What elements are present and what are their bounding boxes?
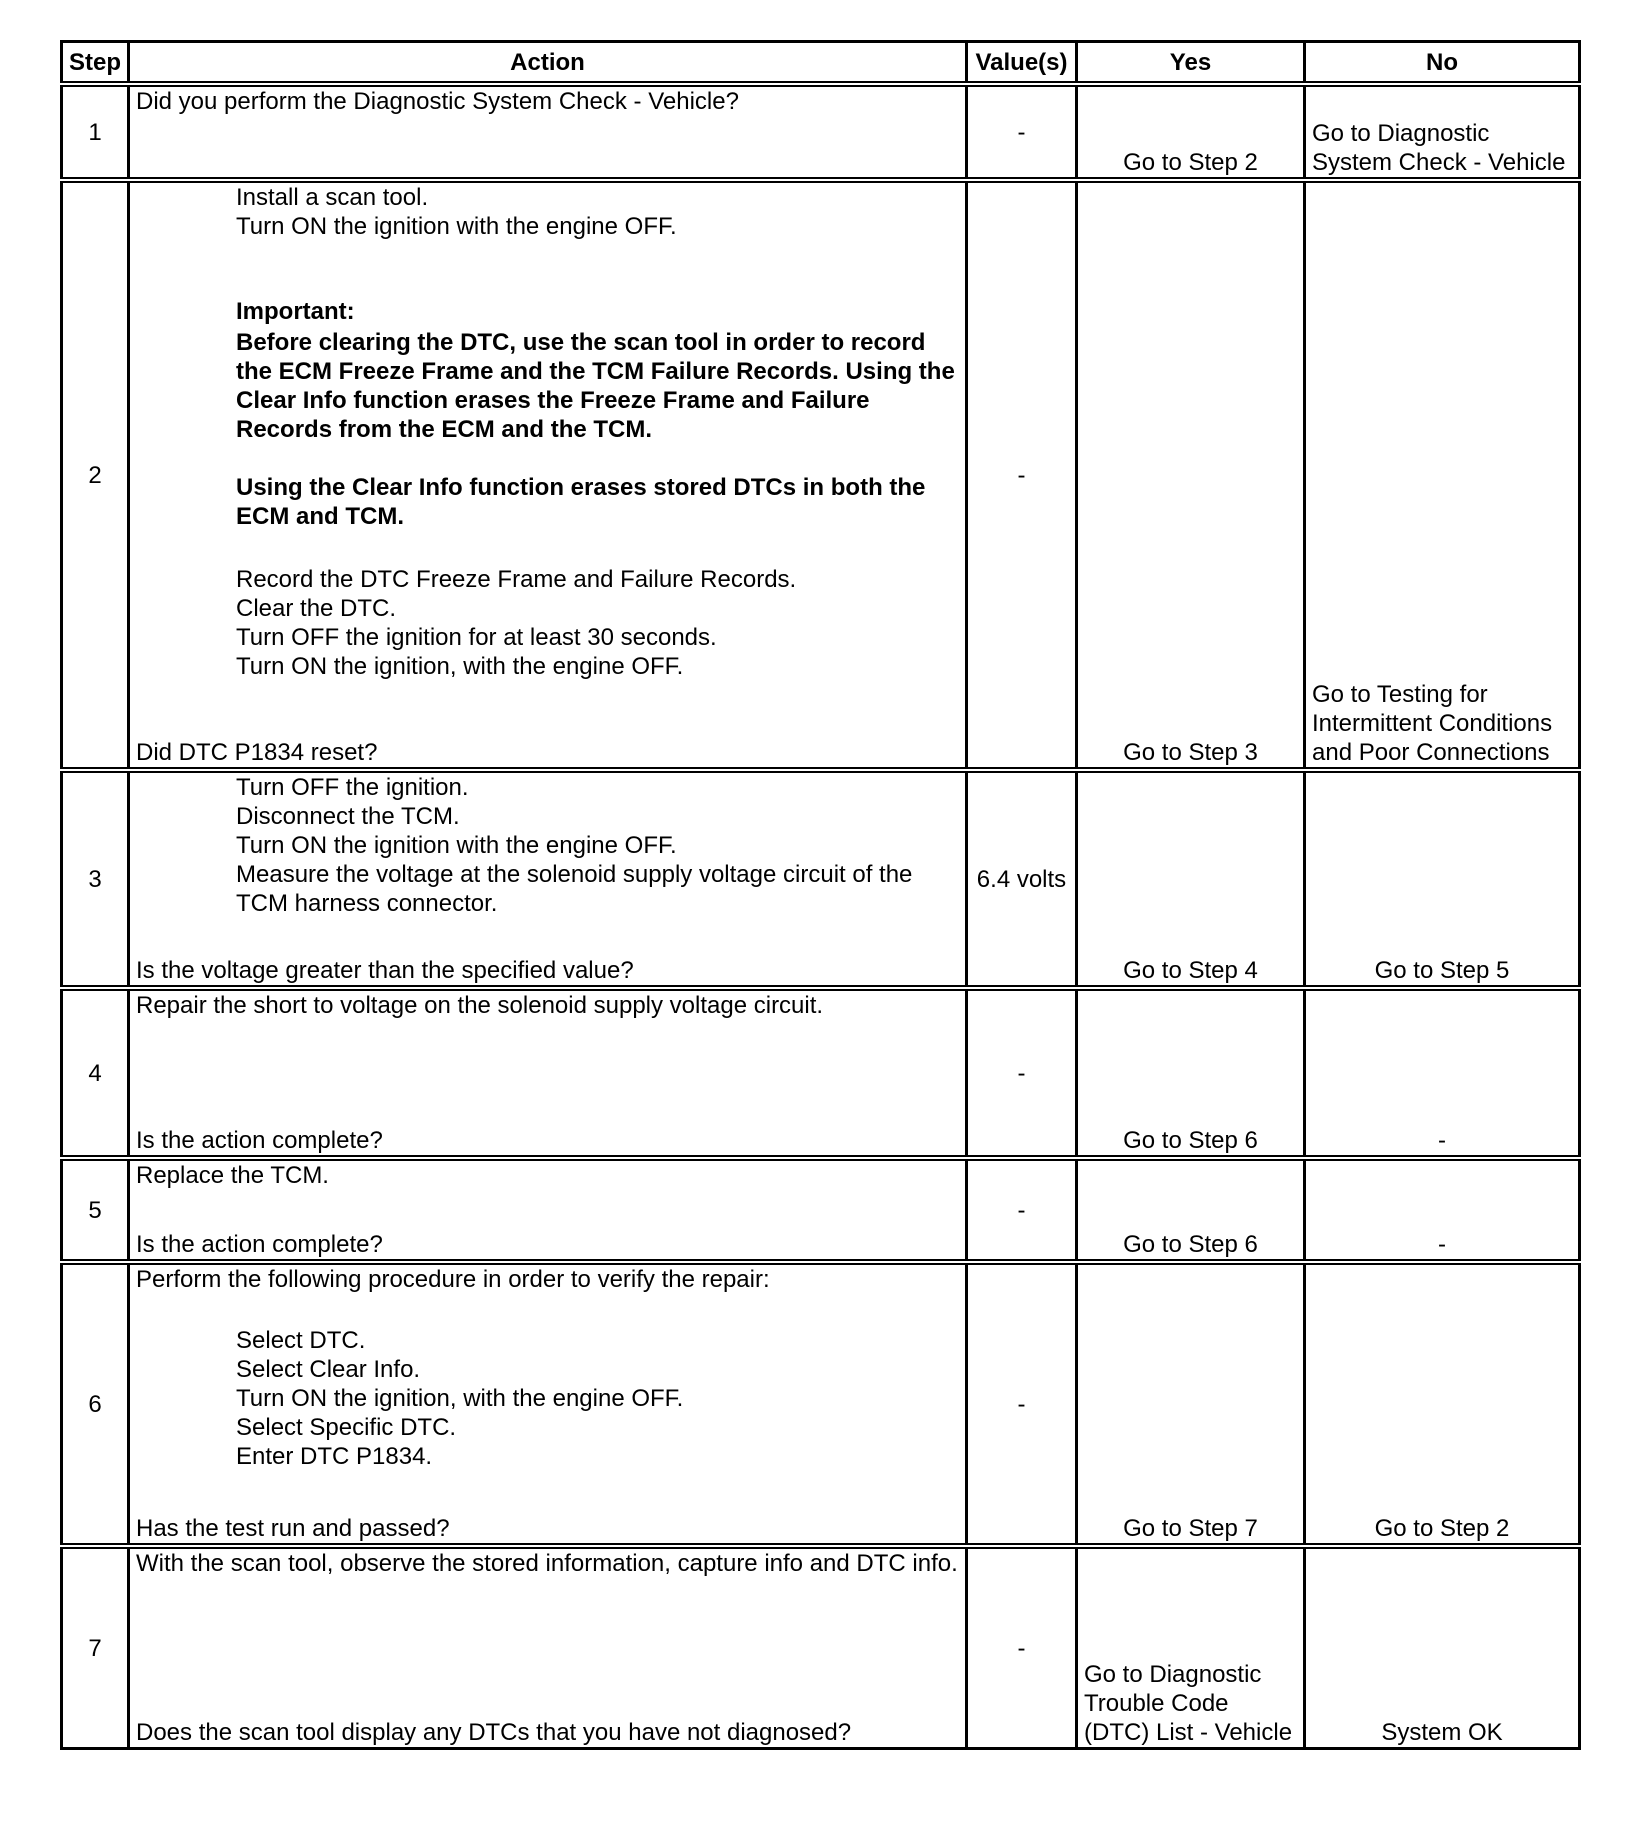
- action-step: Turn OFF the ignition for at least 30 seconds.: [236, 624, 717, 651]
- header-step: Step: [62, 42, 129, 85]
- action-step: Select DTC.: [236, 1327, 366, 1354]
- important-text: Using the Clear Info function erases stored DTCs in both the ECM and TCM.: [236, 474, 926, 530]
- important-text: Before clearing the DTC, use the scan tool in order to record the ECM Freeze Frame and the TCM Failure Records. Using the Clear Info function erases the Freeze Frame and Failure Records from the ECM and the TCM.: [236, 329, 955, 443]
- action-question: Has the test run and passed?: [136, 1515, 450, 1542]
- action-text: Perform the following procedure in order to verify the repair:: [136, 1266, 770, 1293]
- action-text: With the scan tool, observe the stored information, capture info and DTC info.: [136, 1550, 958, 1577]
- yes-cell: Go to Step 6: [1077, 1158, 1305, 1262]
- action-step: Measure the voltage at the solenoid supply voltage circuit of the TCM harness connector.: [236, 861, 913, 917]
- no-cell: Go to Step 5: [1305, 770, 1580, 988]
- header-values: Value(s): [967, 42, 1077, 85]
- value-cell: -: [967, 180, 1077, 770]
- action-step: Enter DTC P1834.: [236, 1443, 433, 1470]
- header-no: No: [1305, 42, 1580, 85]
- yes-cell: Go to Step 4: [1077, 770, 1305, 988]
- action-cell: [129, 1158, 967, 1262]
- yes-cell: Go to Step 2: [1077, 84, 1305, 180]
- header-row: [62, 42, 1580, 85]
- action-question: Did DTC P1834 reset?: [136, 739, 378, 766]
- action-step: Turn ON the ignition with the engine OFF.: [236, 213, 677, 240]
- action-step: Install a scan tool.: [236, 184, 429, 211]
- step-number: 4: [62, 988, 129, 1158]
- action-cell: [129, 1262, 967, 1546]
- action-cell: [129, 84, 967, 180]
- value-cell: -: [967, 84, 1077, 180]
- action-question: Does the scan tool display any DTCs that you have not diagnosed?: [136, 1719, 852, 1746]
- action-text: Replace the TCM.: [136, 1162, 329, 1189]
- action-step: Select Clear Info.: [236, 1356, 421, 1383]
- action-step: Turn ON the ignition with the engine OFF.: [236, 832, 677, 859]
- table-row: [62, 180, 1580, 770]
- yes-cell: Go to Diagnostic Trouble Code (DTC) List - Vehicle: [1077, 1546, 1305, 1749]
- step-number: 6: [62, 1262, 129, 1546]
- action-cell: [129, 770, 967, 988]
- no-cell: System OK: [1305, 1546, 1580, 1749]
- value-cell: -: [967, 1158, 1077, 1262]
- action-step: Disconnect the TCM.: [236, 803, 460, 830]
- header-yes: Yes: [1077, 42, 1305, 85]
- step-number: 2: [62, 180, 129, 770]
- action-step: Turn ON the ignition, with the engine OFF.: [236, 653, 684, 680]
- value-cell: 6.4 volts: [967, 770, 1077, 988]
- action-question: Is the voltage greater than the specified value?: [136, 957, 634, 984]
- action-step: Record the DTC Freeze Frame and Failure Records.: [236, 566, 797, 593]
- action-text: Did you perform the Diagnostic System Check - Vehicle?: [136, 88, 739, 115]
- action-question: Is the action complete?: [136, 1231, 383, 1258]
- yes-cell: Go to Step 6: [1077, 988, 1305, 1158]
- no-cell: -: [1305, 988, 1580, 1158]
- action-step: Turn OFF the ignition.: [236, 774, 469, 801]
- value-cell: -: [967, 1262, 1077, 1546]
- table-row: [62, 1262, 1580, 1546]
- table-row: [62, 84, 1580, 180]
- action-cell: [129, 180, 967, 770]
- action-step: Clear the DTC.: [236, 595, 397, 622]
- diagnostic-table: [60, 40, 1581, 1750]
- value-cell: -: [967, 1546, 1077, 1749]
- action-step: Turn ON the ignition, with the engine OFF.: [236, 1385, 684, 1412]
- step-number: 3: [62, 770, 129, 988]
- action-cell: [129, 988, 967, 1158]
- value-cell: -: [967, 988, 1077, 1158]
- step-number: 7: [62, 1546, 129, 1749]
- action-text: Repair the short to voltage on the solenoid supply voltage circuit.: [136, 992, 824, 1019]
- yes-cell: Go to Step 3: [1077, 180, 1305, 770]
- table-row: [62, 770, 1580, 988]
- table-row: [62, 988, 1580, 1158]
- action-question: Is the action complete?: [136, 1127, 383, 1154]
- action-cell: [129, 1546, 967, 1749]
- table-row: [62, 1546, 1580, 1749]
- important-note: [136, 328, 959, 531]
- no-cell: Go to Step 2: [1305, 1262, 1580, 1546]
- header-action: Action: [129, 42, 967, 85]
- table-row: [62, 1158, 1580, 1262]
- no-cell: -: [1305, 1158, 1580, 1262]
- step-number: 1: [62, 84, 129, 180]
- yes-cell: Go to Step 7: [1077, 1262, 1305, 1546]
- no-cell: Go to Testing for Intermittent Conditions and Poor Connections: [1305, 180, 1580, 770]
- action-step: Select Specific DTC.: [236, 1414, 457, 1441]
- no-cell: Go to Diagnostic System Check - Vehicle: [1305, 84, 1580, 180]
- step-number: 5: [62, 1158, 129, 1262]
- important-label: Important:: [236, 298, 355, 325]
